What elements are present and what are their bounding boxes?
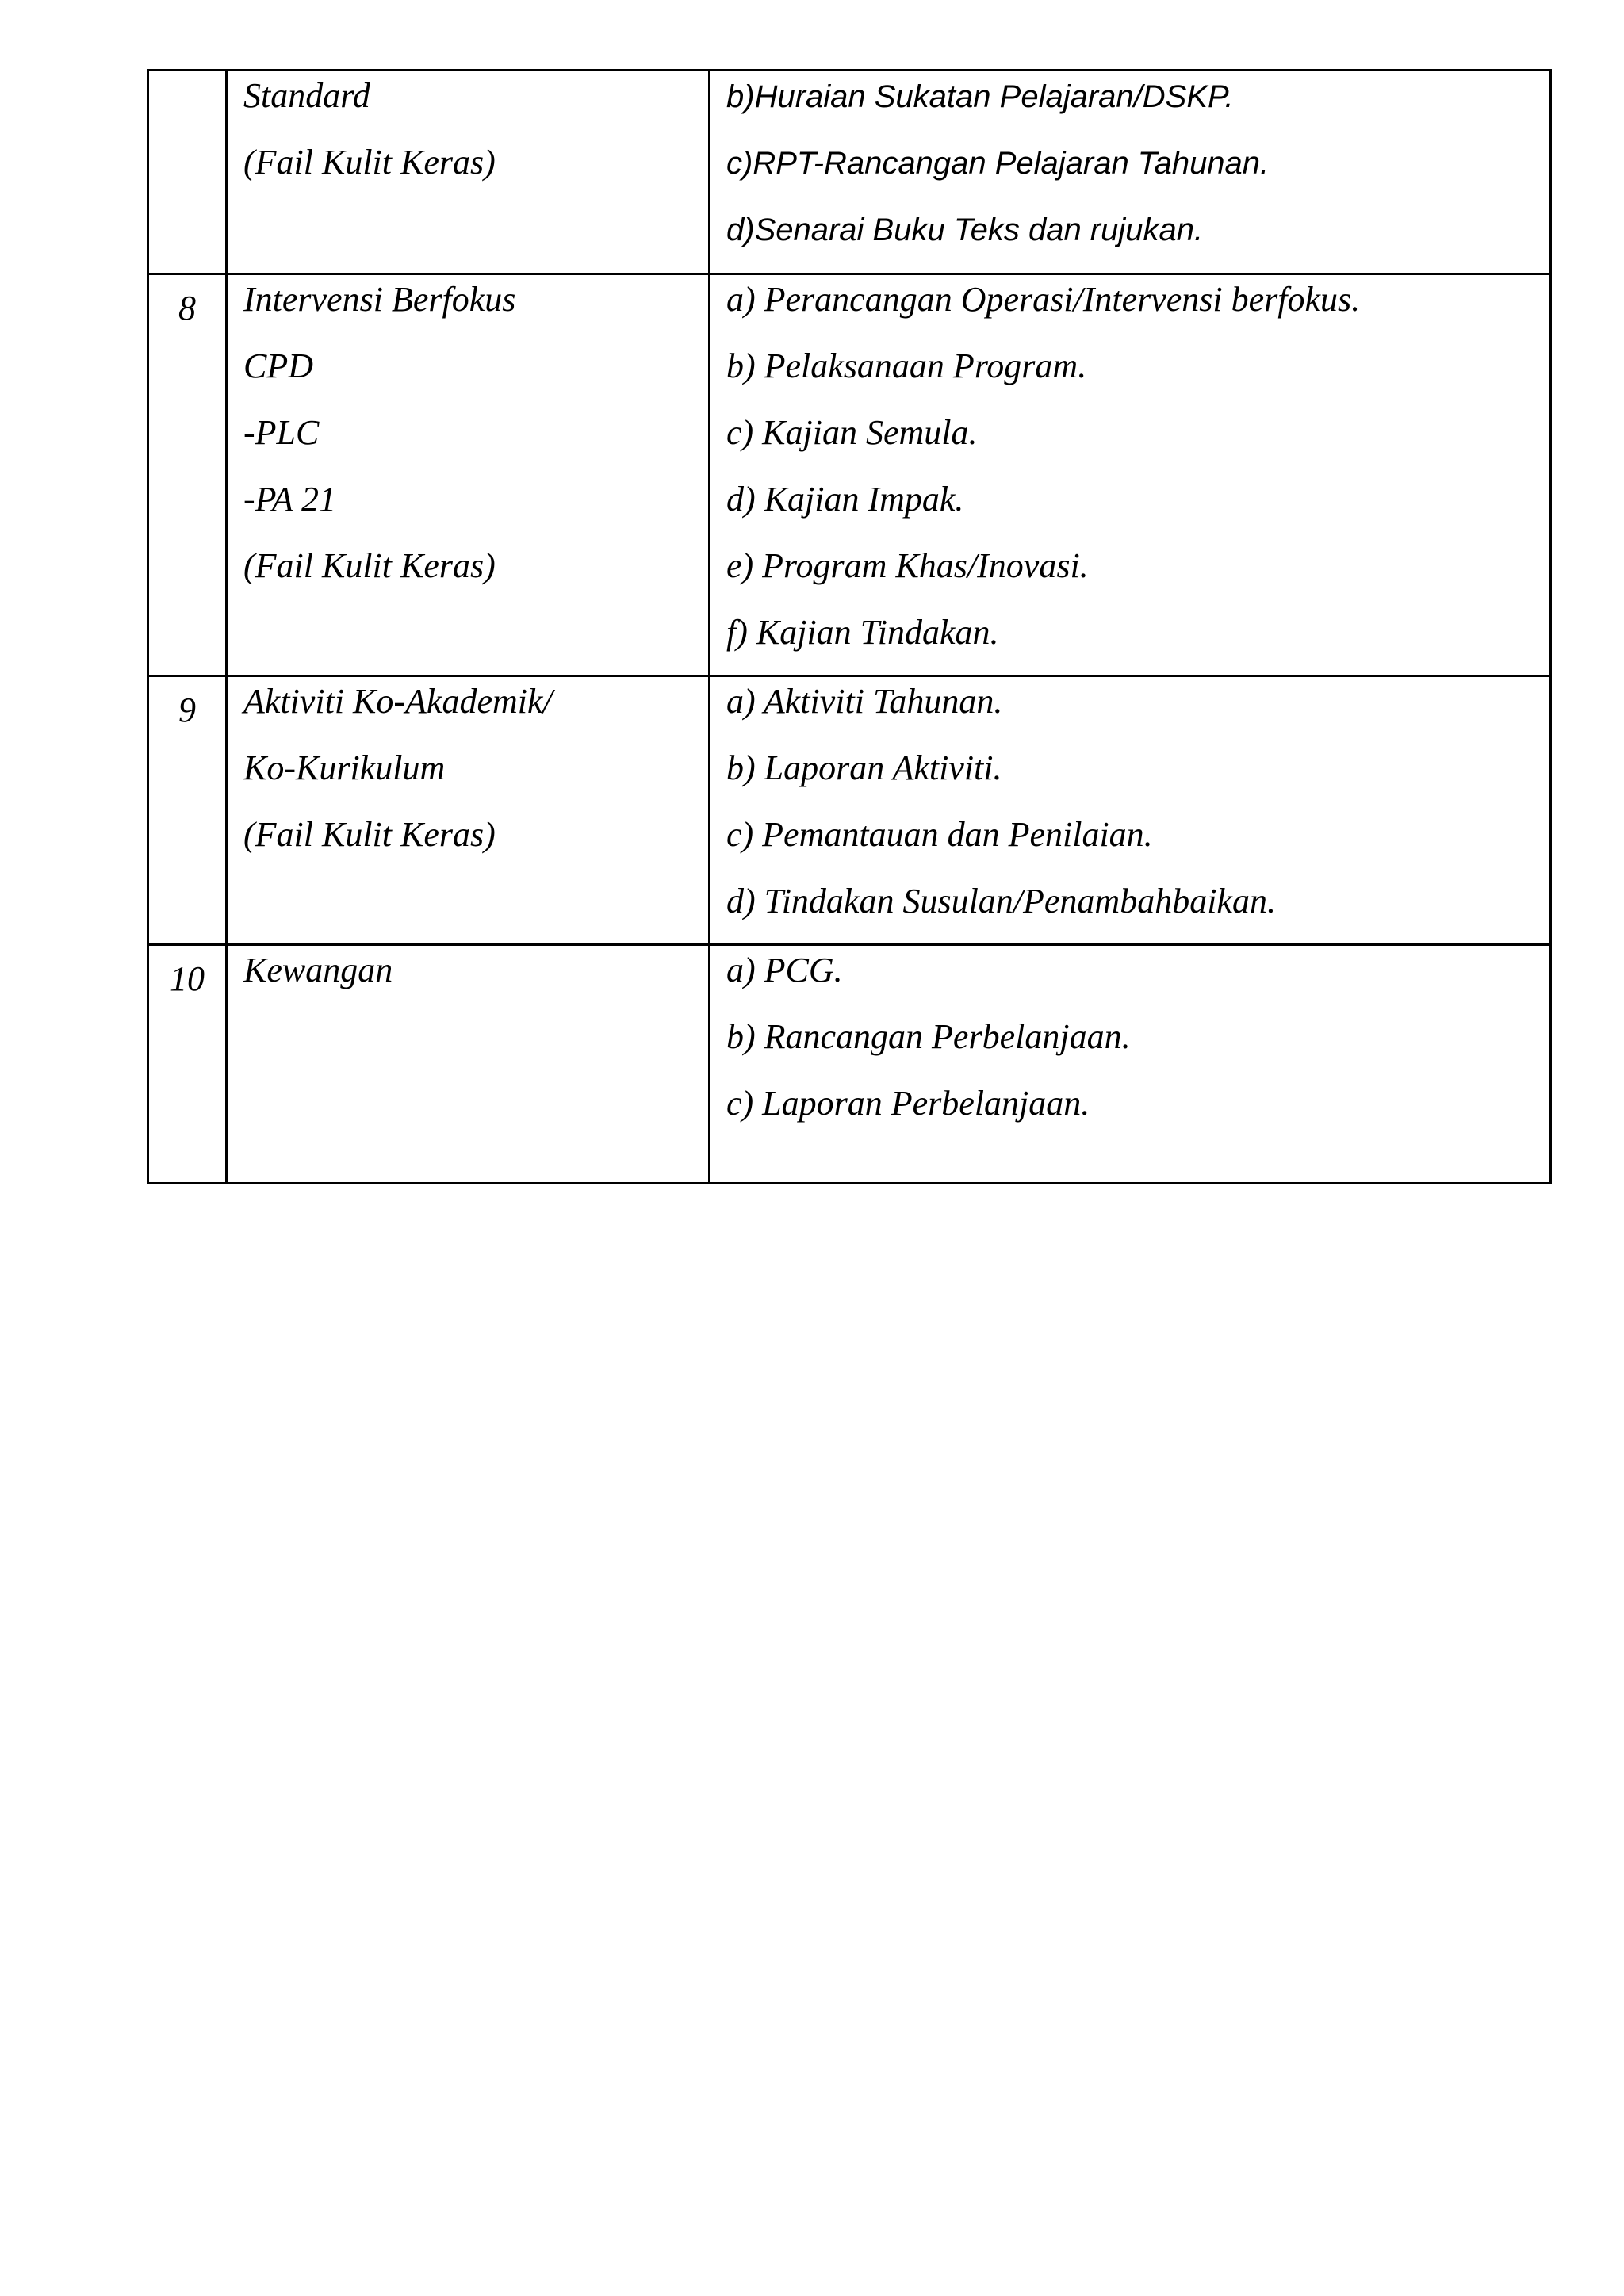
item-cell	[227, 71, 710, 274]
item-line: Aktiviti Ko-Akademik/	[243, 682, 553, 721]
item-cell	[227, 274, 710, 676]
detail-line: b)Huraian Sukatan Pelajaran/DSKP.	[726, 79, 1234, 114]
detail-line: f) Kajian Tindakan.	[726, 613, 999, 652]
detail-line: a) Aktiviti Tahunan.	[726, 682, 1003, 721]
detail-line: e) Program Khas/Inovasi.	[726, 546, 1089, 585]
detail-line: d) Kajian Impak.	[726, 480, 964, 519]
item-line: -PA 21	[243, 480, 336, 519]
item-line: (Fail Kulit Keras)	[243, 546, 496, 585]
table-row	[148, 945, 1551, 1184]
detail-line: c) Pemantauan dan Penilaian.	[726, 815, 1153, 854]
table-row	[148, 71, 1551, 274]
item-line: (Fail Kulit Keras)	[243, 815, 496, 854]
item-line: Kewangan	[243, 951, 393, 989]
item-line: (Fail Kulit Keras)	[243, 143, 496, 182]
detail-line: a) Perancangan Operasi/Intervensi berfokus.	[726, 280, 1361, 319]
item-line: Intervensi Berfokus	[243, 280, 516, 319]
detail-line: c) Kajian Semula.	[726, 413, 978, 452]
detail-line: c)RPT-Rancangan Pelajaran Tahunan.	[726, 146, 1270, 181]
checklist-table	[147, 69, 1552, 1184]
detail-line: a) PCG.	[726, 951, 843, 989]
table-row	[148, 274, 1551, 676]
row-number-cell: 8	[148, 274, 227, 676]
item-line: Ko-Kurikulum	[243, 748, 446, 787]
details-cell	[710, 676, 1551, 945]
detail-line: d)Senarai Buku Teks dan rujukan.	[726, 212, 1204, 247]
details-cell	[710, 945, 1551, 1184]
row-number-cell: 9	[148, 676, 227, 945]
detail-line: d) Tindakan Susulan/Penambahbaikan.	[726, 882, 1276, 920]
detail-line: b) Laporan Aktiviti.	[726, 748, 1002, 787]
detail-line: b) Pelaksanaan Program.	[726, 346, 1087, 385]
detail-line: c) Laporan Perbelanjaan.	[726, 1084, 1090, 1123]
row-number-cell: 10	[148, 945, 227, 1184]
details-cell	[710, 71, 1551, 274]
item-line: -PLC	[243, 413, 320, 452]
table-row	[148, 676, 1551, 945]
details-cell	[710, 274, 1551, 676]
row-number-cell	[148, 71, 227, 274]
item-cell	[227, 945, 710, 1184]
item-line: CPD	[243, 346, 313, 385]
detail-line: b) Rancangan Perbelanjaan.	[726, 1017, 1131, 1056]
item-cell	[227, 676, 710, 945]
item-line: Standard	[243, 76, 370, 115]
